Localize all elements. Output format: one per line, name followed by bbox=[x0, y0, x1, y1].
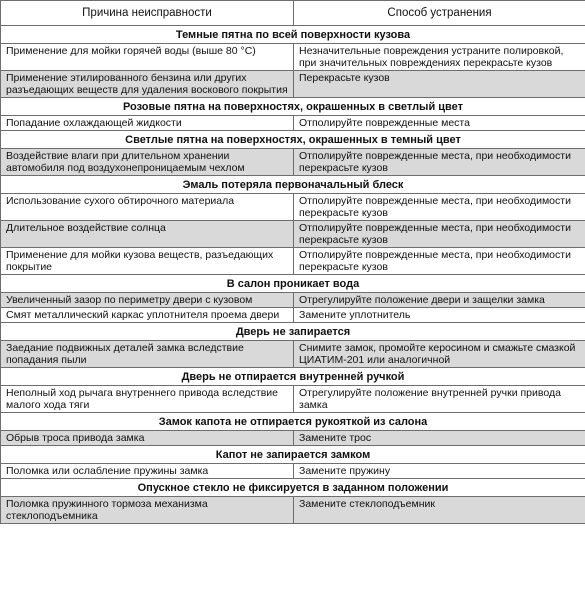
section-title: Дверь не запирается bbox=[1, 323, 585, 341]
cause-cell: Увеличенный зазор по периметру двери с кузовом bbox=[1, 293, 294, 308]
table-row bbox=[1, 71, 585, 98]
section-row bbox=[1, 98, 585, 116]
fix-cell: Замените пружину bbox=[294, 464, 585, 479]
cause-cell: Заедание подвижных деталей замка вследствие попадания пыли bbox=[1, 341, 294, 368]
section-title: В салон проникает вода bbox=[1, 275, 585, 293]
section-title: Капот не запирается замком bbox=[1, 446, 585, 464]
cause-cell: Длительное воздействие солнца bbox=[1, 221, 294, 248]
cause-cell: Неполный ход рычага внутреннего привода вследствие малого хода тяги bbox=[1, 386, 294, 413]
table-row bbox=[1, 221, 585, 248]
cause-cell: Смят металлический каркас уплотнителя проема двери bbox=[1, 308, 294, 323]
section-row bbox=[1, 479, 585, 497]
fix-cell: Замените уплотнитель bbox=[294, 308, 585, 323]
section-row bbox=[1, 131, 585, 149]
fix-cell: Отполируйте поврежденные места, при необходимости перекрасьте кузов bbox=[294, 248, 585, 275]
section-row bbox=[1, 26, 585, 44]
table-row bbox=[1, 194, 585, 221]
header-fix: Способ устранения bbox=[294, 1, 585, 26]
header-cause: Причина неисправности bbox=[1, 1, 294, 26]
table-row bbox=[1, 149, 585, 176]
cause-cell: Поломка или ослабление пружины замка bbox=[1, 464, 294, 479]
section-title: Эмаль потеряла первоначальный блеск bbox=[1, 176, 585, 194]
table-row bbox=[1, 248, 585, 275]
table-row bbox=[1, 341, 585, 368]
fix-cell: Отрегулируйте положение двери и защелки замка bbox=[294, 293, 585, 308]
cause-cell: Поломка пружинного тормоза механизма стеклоподъемника bbox=[1, 497, 294, 524]
table-row bbox=[1, 464, 585, 479]
section-row bbox=[1, 446, 585, 464]
section-title: Дверь не отпирается внутренней ручкой bbox=[1, 368, 585, 386]
table-row bbox=[1, 497, 585, 524]
fix-cell: Отполируйте поврежденные места, при необходимости перекрасьте кузов bbox=[294, 221, 585, 248]
table-row bbox=[1, 116, 585, 131]
fix-cell: Незначительные повреждения устраните полировкой, при значительных повреждениях перекрасьте кузов bbox=[294, 44, 585, 71]
cause-cell: Воздействие влаги при длительном хранении автомобиля под воздухонепроницаемым чехлом bbox=[1, 149, 294, 176]
cause-cell: Попадание охлаждающей жидкости bbox=[1, 116, 294, 131]
table-row bbox=[1, 44, 585, 71]
cause-cell: Применение для мойки кузова веществ, разъедающих покрытие bbox=[1, 248, 294, 275]
cause-cell: Применение этилированного бензина или других разъедающих веществ для удаления воскового покрытия bbox=[1, 71, 294, 98]
fix-cell: Отполируйте поврежденные места, при необходимости перекрасьте кузов bbox=[294, 194, 585, 221]
fix-cell: Отполируйте поврежденные места bbox=[294, 116, 585, 131]
fix-cell: Замените трос bbox=[294, 431, 585, 446]
section-title: Темные пятна по всей поверхности кузова bbox=[1, 26, 585, 44]
cause-cell: Использование сухого обтирочного материала bbox=[1, 194, 294, 221]
section-row bbox=[1, 176, 585, 194]
section-title: Розовые пятна на поверхностях, окрашенных в светлый цвет bbox=[1, 98, 585, 116]
section-row bbox=[1, 275, 585, 293]
section-row bbox=[1, 413, 585, 431]
table-row bbox=[1, 431, 585, 446]
section-title: Опускное стекло не фиксируется в заданном положении bbox=[1, 479, 585, 497]
fix-cell: Снимите замок, промойте керосином и смажьте смазкой ЦИАТИМ-201 или аналогичной bbox=[294, 341, 585, 368]
table-row bbox=[1, 386, 585, 413]
section-title: Замок капота не отпирается рукояткой из салона bbox=[1, 413, 585, 431]
section-row bbox=[1, 368, 585, 386]
fix-cell: Отрегулируйте положение внутренней ручки привода замка bbox=[294, 386, 585, 413]
cause-cell: Применение для мойки горячей воды (выше 80 °C) bbox=[1, 44, 294, 71]
fix-cell: Замените стеклоподъемник bbox=[294, 497, 585, 524]
table-row bbox=[1, 293, 585, 308]
table-row bbox=[1, 308, 585, 323]
table-header-row bbox=[1, 1, 585, 26]
fix-cell: Отполируйте поврежденные места, при необходимости перекрасьте кузов bbox=[294, 149, 585, 176]
fix-cell: Перекрасьте кузов bbox=[294, 71, 585, 98]
cause-cell: Обрыв троса привода замка bbox=[1, 431, 294, 446]
table-body bbox=[1, 26, 585, 524]
section-title: Светлые пятна на поверхностях, окрашенных в темный цвет bbox=[1, 131, 585, 149]
section-row bbox=[1, 323, 585, 341]
